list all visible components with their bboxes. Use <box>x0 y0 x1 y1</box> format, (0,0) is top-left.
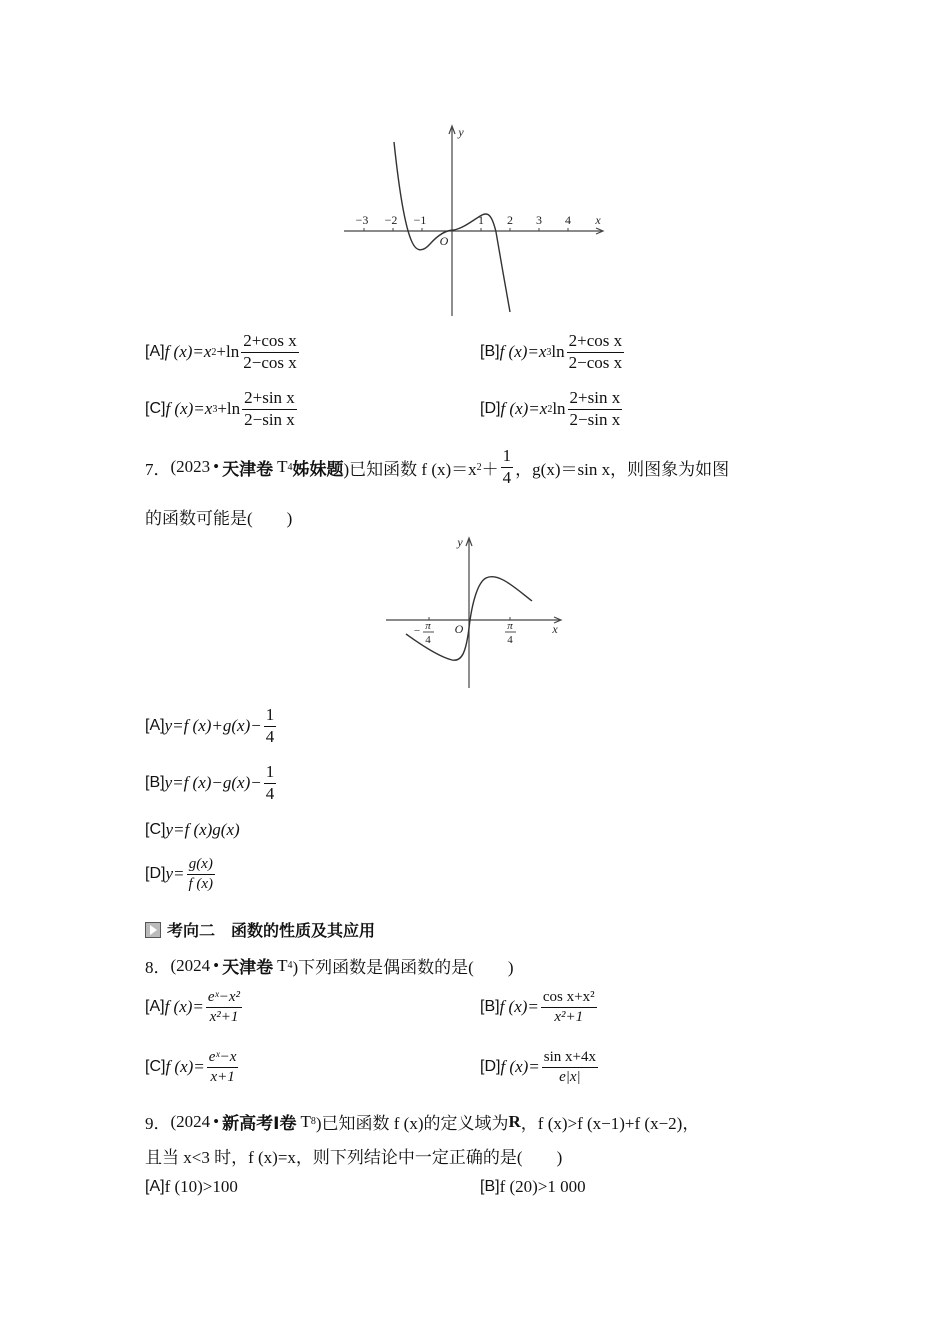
play-triangle-icon <box>145 922 161 938</box>
q9-option-b[interactable]: [B] f (20)>1 000 <box>480 1177 586 1196</box>
section-header <box>145 918 375 941</box>
q8-option-b-label: [B] <box>480 998 500 1015</box>
q8-option-b-fraction: $\frac{\text{cos x+x²}}{\text{x²+1}}$ <box>542 989 595 1025</box>
graph-2-pos-tick-num: π <box>507 620 513 632</box>
q8-source-dot: • <box>213 955 220 975</box>
section-title: 考向二 函数的性质及其应用 <box>167 923 376 940</box>
q7-option-d-label: [D] <box>145 865 166 882</box>
graph-2-y-label: y <box>457 535 463 549</box>
graph-1-origin: O <box>439 234 449 248</box>
graph-2 <box>382 532 572 692</box>
q7-number: 7． <box>145 459 171 479</box>
q9-option-a-label: [A] <box>145 1178 165 1195</box>
q7-source-tail: 姊妹题 <box>292 459 344 479</box>
q8-source-name: 天津卷 <box>222 958 274 977</box>
q6-option-c-label: [C] <box>145 400 166 418</box>
q6-option-d[interactable]: [D] f (x)= x 2 ln $\frac{\text{2+sin x}}{\text{2−sin x}}$ <box>480 388 621 429</box>
graph-1-tick-neg1: −1 <box>413 213 427 227</box>
graph-2-pos-tick-den: 4 <box>507 634 513 646</box>
q7-stem: 7． (2023 • 天津卷 T 4 姊妹题 )已知函数 f (x)＝x 2 ＋ $\frac{1}{4}$ ，g(x)＝sin x，则图象为如图 <box>145 446 730 487</box>
q9-source-name: 新高考Ⅰ卷 <box>222 1114 297 1133</box>
q7-option-b[interactable]: [B] y=f (x)−g(x)− $\frac{1}{4}$ <box>145 762 275 803</box>
graph-2-neg-tick-num: π <box>425 620 431 632</box>
graph-1-tick-3: 3 <box>536 213 542 227</box>
q8-option-a-fraction: $\frac{\text{eˣ−x²}}{\text{x²+1}}$ <box>207 989 241 1025</box>
q9-option-b-label: [B] <box>480 1178 500 1195</box>
q8-stem: 8． (2024 • 天津卷 T 4 )下列函数是偶函数的是( ) <box>145 953 514 978</box>
q9-source-dot: • <box>213 1111 220 1131</box>
q6-option-c-fraction: $\frac{\text{2+sin x}}{\text{2−sin x}}$ <box>244 388 295 429</box>
q8-option-d-fraction: $\frac{\text{sin x+4x}}{e|x|}$ <box>543 1049 596 1085</box>
q7-option-a-label: [A] <box>145 717 165 735</box>
q6-option-a-fraction: $\frac{\text{2+cos x}}{\text{2−cos x}}$ <box>243 331 297 372</box>
q7-option-c-label: [C] <box>145 821 166 838</box>
q8-option-c[interactable]: [C] f (x)= $\frac{\text{eˣ−x}}{x+1}$ <box>145 1049 237 1085</box>
q9-real-set: R <box>508 1111 521 1131</box>
q8-option-a[interactable]: [A] f (x)= $\frac{\text{eˣ−x²}}{\text{x²+1}}$ <box>145 989 241 1025</box>
graph-1-tick-4: 4 <box>565 213 571 227</box>
q8-option-a-label: [A] <box>145 998 165 1015</box>
q6-option-d-label: [D] <box>480 400 501 418</box>
q7-source-name: 天津卷 <box>222 459 274 479</box>
q8-number: 8． <box>145 958 171 977</box>
q8-option-d-label: [D] <box>480 1058 501 1075</box>
q8-option-c-fraction: $\frac{\text{eˣ−x}}{x+1}$ <box>208 1049 237 1085</box>
graph-2-origin: O <box>454 622 464 636</box>
q9-stem-line-2: 且当 x<3 时，f (x)=x，则下列结论中一定正确的是( ) <box>145 1148 563 1167</box>
q7-option-a-fraction: $\frac{1}{4}$ <box>265 705 275 746</box>
graph-2-neg-tick-den: 4 <box>425 634 431 646</box>
graph-2-x-label: x <box>552 622 558 636</box>
q6-option-c[interactable]: [C] f (x)= x 3 +ln $\frac{\text{2+sin x}}{\text{2−sin x}}$ <box>145 388 295 429</box>
graph-1-tick-neg3: −3 <box>355 213 369 227</box>
q9-number: 9． <box>145 1114 171 1133</box>
q6-option-a-label: [A] <box>145 343 165 361</box>
graph-1-tick-neg2: −2 <box>384 213 398 227</box>
q7-option-d-fraction: $\frac{g(x)}{f (x)}$ <box>188 856 214 892</box>
q6-option-d-fraction: $\frac{\text{2+sin x}}{\text{2−sin x}}$ <box>569 388 621 429</box>
q7-stem-fraction: $\frac{1}{4}$ <box>502 446 512 487</box>
q7-option-d[interactable]: [D] y= $\frac{g(x)}{f (x)}$ <box>145 856 214 892</box>
q7-option-b-label: [B] <box>145 774 165 792</box>
q9-option-a[interactable]: [A] f (10)>100 <box>145 1177 238 1196</box>
graph-1-x-label: x <box>595 213 601 227</box>
q7-source-dot: • <box>213 457 220 477</box>
q7-stem-line-2: 的函数可能是( ) <box>145 509 293 528</box>
q6-option-b-label: [B] <box>480 343 500 361</box>
q7-option-b-fraction: $\frac{1}{4}$ <box>265 762 275 803</box>
q8-option-d[interactable]: [D] f (x)= $\frac{\text{sin x+4x}}{e|x|}$ <box>480 1049 596 1085</box>
q6-option-a[interactable]: [A] f (x)= x 2 +ln $\frac{\text{2+cos x}}{\text{2−cos x}}$ <box>145 331 297 372</box>
graph-2-neg-sign: − <box>413 625 421 637</box>
graph-1-tick-2: 2 <box>507 213 513 227</box>
graph-1-y-label: y <box>458 125 464 139</box>
graph-1 <box>340 120 610 320</box>
q8-option-c-label: [C] <box>145 1058 166 1075</box>
q6-option-b-fraction: $\frac{\text{2+cos x}}{\text{2−cos x}}$ <box>568 331 623 372</box>
graph-1-tick-1: 1 <box>478 213 484 227</box>
q9-stem: 9． (2024 • 新高考Ⅰ卷 T 8 )已知函数 f (x)的定义域为 R ，f (x)>f (x−1)+f (x−2)， <box>145 1109 699 1134</box>
q6-option-b[interactable]: [B] f (x)= x 3 ln $\frac{\text{2+cos x}}{\text{2−cos x}}$ <box>480 331 623 372</box>
q7-option-c[interactable]: [C] y=f (x)g(x) <box>145 820 240 839</box>
q7-option-a[interactable]: [A] y=f (x)+g(x)− $\frac{1}{4}$ <box>145 705 275 746</box>
q8-option-b[interactable]: [B] f (x)= $\frac{\text{cos x+x²}}{\text{x²+1}}$ <box>480 989 595 1025</box>
